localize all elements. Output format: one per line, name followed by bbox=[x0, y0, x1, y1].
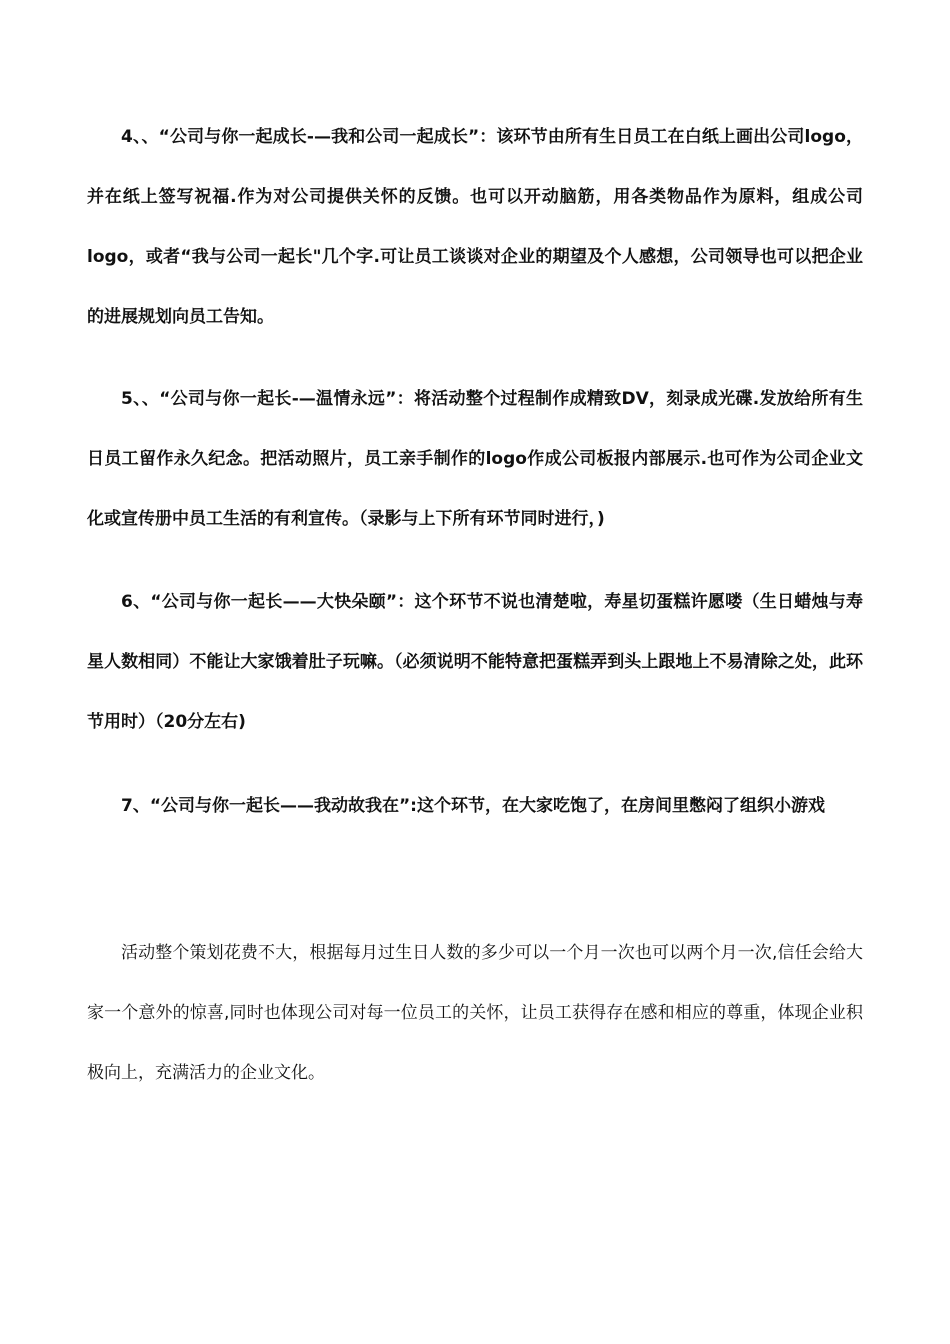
paragraph-summary: 活动整个策划花费不大，根据每月过生日人数的多少可以一个月一次也可以两个月一次,信任会给大家一个意外的惊喜,同时也体现公司对每一位员工的关怀，让员工获得存在感和相应的尊重，体现企业积极向上，充满活力的企业文化。 bbox=[87, 943, 863, 1083]
paragraph-section-4: 4、、“公司与你一起成长-—我和公司一起成长”：该环节由所有生日员工在白纸上画出公司logo，并在纸上签写祝福.作为对公司提供关怀的反馈。也可以开动脑筋，用各类物品作为原料，组成公司logo，或者“我与公司一起长"几个字.可让员工谈谈对企业的期望及个人感想，公司领导也可以把企业的进展规划向员工告知。 bbox=[87, 127, 863, 327]
paragraph-section-7: 7、“公司与你一起长——我动故我在”:这个环节，在大家吃饱了，在房间里憋闷了组织小游戏 bbox=[121, 796, 825, 816]
paragraph-section-5: 5、、“公司与你一起长-—温情永远”：将活动整个过程制作成精致DV，刻录成光碟.发放给所有生日员工留作永久纪念。把活动照片，员工亲手制作的logo作成公司板报内部展示.也可作为公司企业文化或宣传册中员工生活的有利宣传。（录影与上下所有环节同时进行，) bbox=[87, 389, 863, 529]
paragraph-section-6: 6、“公司与你一起长——大快朵颐”：这个环节不说也清楚啦，寿星切蛋糕许愿喽（生日蜡烛与寿星人数相同）不能让大家饿着肚子玩嘛。（必须说明不能特意把蛋糕弄到头上跟地上不易清除之处，此环节用时）（20分左右) bbox=[87, 592, 863, 732]
